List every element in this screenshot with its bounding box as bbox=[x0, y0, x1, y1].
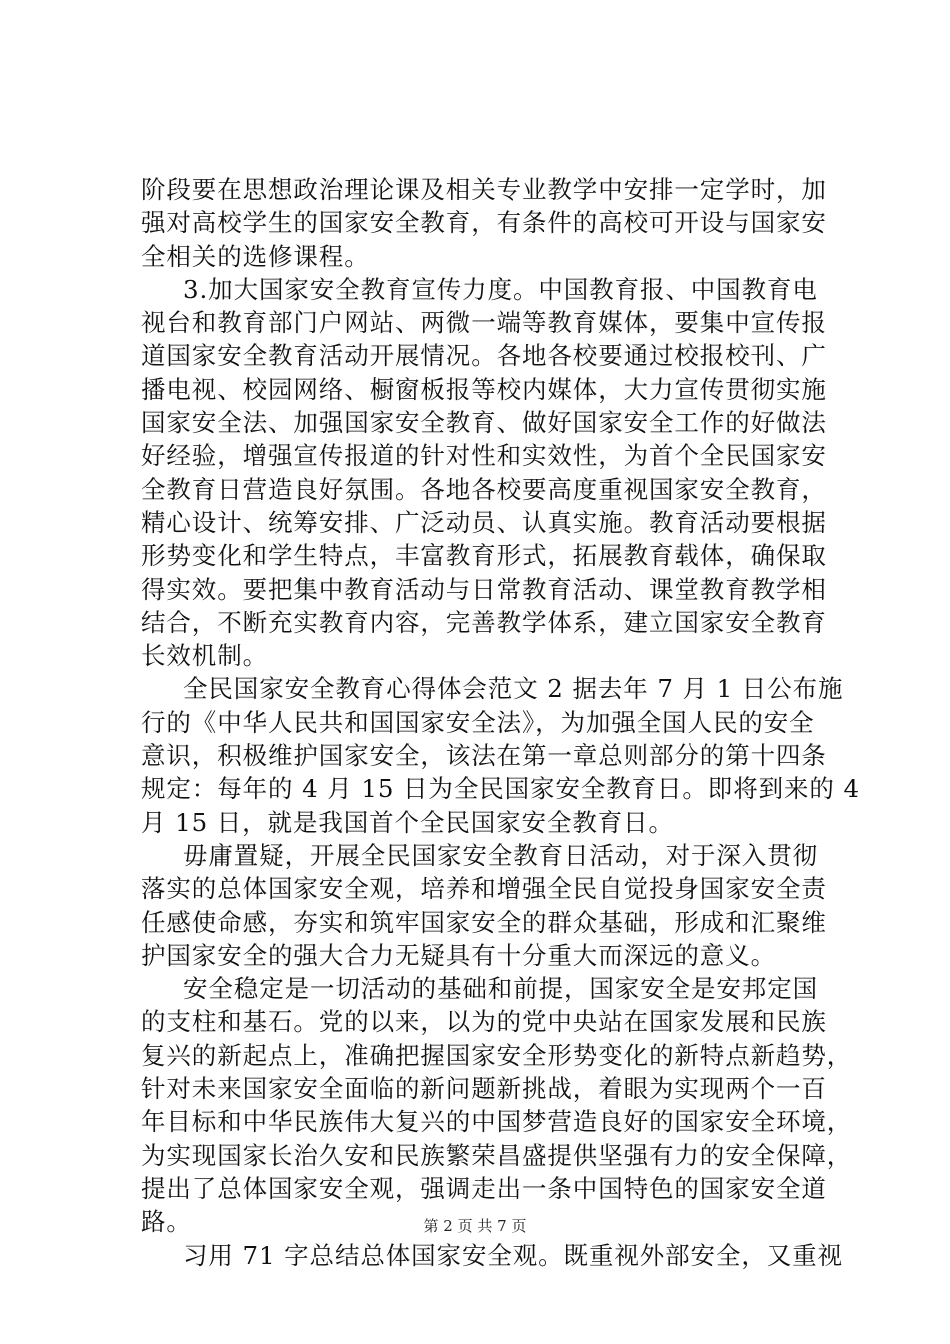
text-line: 国家安全法、加强国家安全教育、做好国家安全工作的好做法 bbox=[141, 408, 827, 438]
text-line: 长效机制。 bbox=[141, 641, 268, 671]
text-line: 好经验，增强宣传报道的针对性和实效性，为首个全民国家安 bbox=[141, 441, 827, 471]
text-line: 视台和教育部门户网站、两微一端等教育媒体，要集中宣传报 bbox=[141, 308, 827, 338]
text-line: 道国家安全教育活动开展情况。各地各校要通过校报校刊、广 bbox=[141, 341, 827, 371]
document-body bbox=[141, 173, 860, 1272]
text-line: 强对高校学生的国家安全教育，有条件的高校可开设与国家安 bbox=[141, 208, 827, 238]
text-line: 为实现国家长治久安和民族繁荣昌盛提供坚强有力的安全保障， bbox=[141, 1140, 853, 1170]
text-line: 提出了总体国家安全观，强调走出一条中国特色的国家安全道 bbox=[141, 1173, 827, 1203]
text-line: 意识，积极维护国家安全，该法在第一章总则部分的第十四条 bbox=[141, 741, 827, 771]
text-line: 习用 71 字总结总体国家安全观。既重视外部安全，又重视 bbox=[183, 1240, 843, 1270]
text-line: 落实的总体国家安全观，培养和增强全民自觉投身国家安全责 bbox=[141, 874, 827, 904]
text-line: 3.加大国家安全教育宣传力度。中国教育报、中国教育电 bbox=[183, 274, 818, 304]
text-line: 护国家安全的强大合力无疑具有十分重大而深远的意义。 bbox=[141, 940, 776, 970]
text-line: 得实效。要把集中教育活动与日常教育活动、课堂教育教学相 bbox=[141, 574, 827, 604]
text-line: 复兴的新起点上，准确把握国家安全形势变化的新特点新趋势， bbox=[141, 1040, 853, 1070]
text-line: 针对未来国家安全面临的新问题新挑战，着眼为实现两个一百 bbox=[141, 1074, 827, 1104]
text-line: 播电视、校园网络、橱窗板报等校内媒体，大力宣传贯彻实施 bbox=[141, 374, 827, 404]
text-line: 行的《中华人民共和国国家安全法》，为加强全国人民的安全 bbox=[141, 707, 815, 737]
text-line: 年目标和中华民族伟大复兴的中国梦营造良好的国家安全环境， bbox=[141, 1107, 853, 1137]
text-line: 的支柱和基石。党的以来，以为的党中央站在国家发展和民族 bbox=[141, 1007, 827, 1037]
text-line: 路。 bbox=[141, 1207, 192, 1237]
text-line: 规定：每年的 4 月 15 日为全民国家安全教育日。即将到来的 4 bbox=[141, 774, 860, 804]
text-line: 月 15 日，就是我国首个全民国家安全教育日。 bbox=[141, 807, 674, 837]
text-line: 全民国家安全教育心得体会范文 2 据去年 7 月 1 日公布施 bbox=[183, 674, 844, 704]
text-line: 安全稳定是一切活动的基础和前提，国家安全是安邦定国 bbox=[183, 974, 818, 1004]
text-line: 毋庸置疑，开展全民国家安全教育日活动，对于深入贯彻 bbox=[183, 840, 818, 870]
text-line: 任感使命感，夯实和筑牢国家安全的群众基础，形成和汇聚维 bbox=[141, 907, 827, 937]
page-footer: 第 2 页 共 7 页 bbox=[423, 1217, 527, 1235]
text-line: 全相关的选修课程。 bbox=[141, 241, 370, 271]
text-line: 全教育日营造良好氛围。各地各校要高度重视国家安全教育， bbox=[141, 474, 827, 504]
text-line: 结合，不断充实教育内容，完善教学体系，建立国家安全教育 bbox=[141, 607, 827, 637]
text-line: 形势变化和学生特点，丰富教育形式，拓展教育载体，确保取 bbox=[141, 541, 827, 571]
text-line: 精心设计、统筹安排、广泛动员、认真实施。教育活动要根据 bbox=[141, 507, 827, 537]
text-line: 阶段要在思想政治理论课及相关专业教学中安排一定学时，加 bbox=[141, 175, 827, 204]
